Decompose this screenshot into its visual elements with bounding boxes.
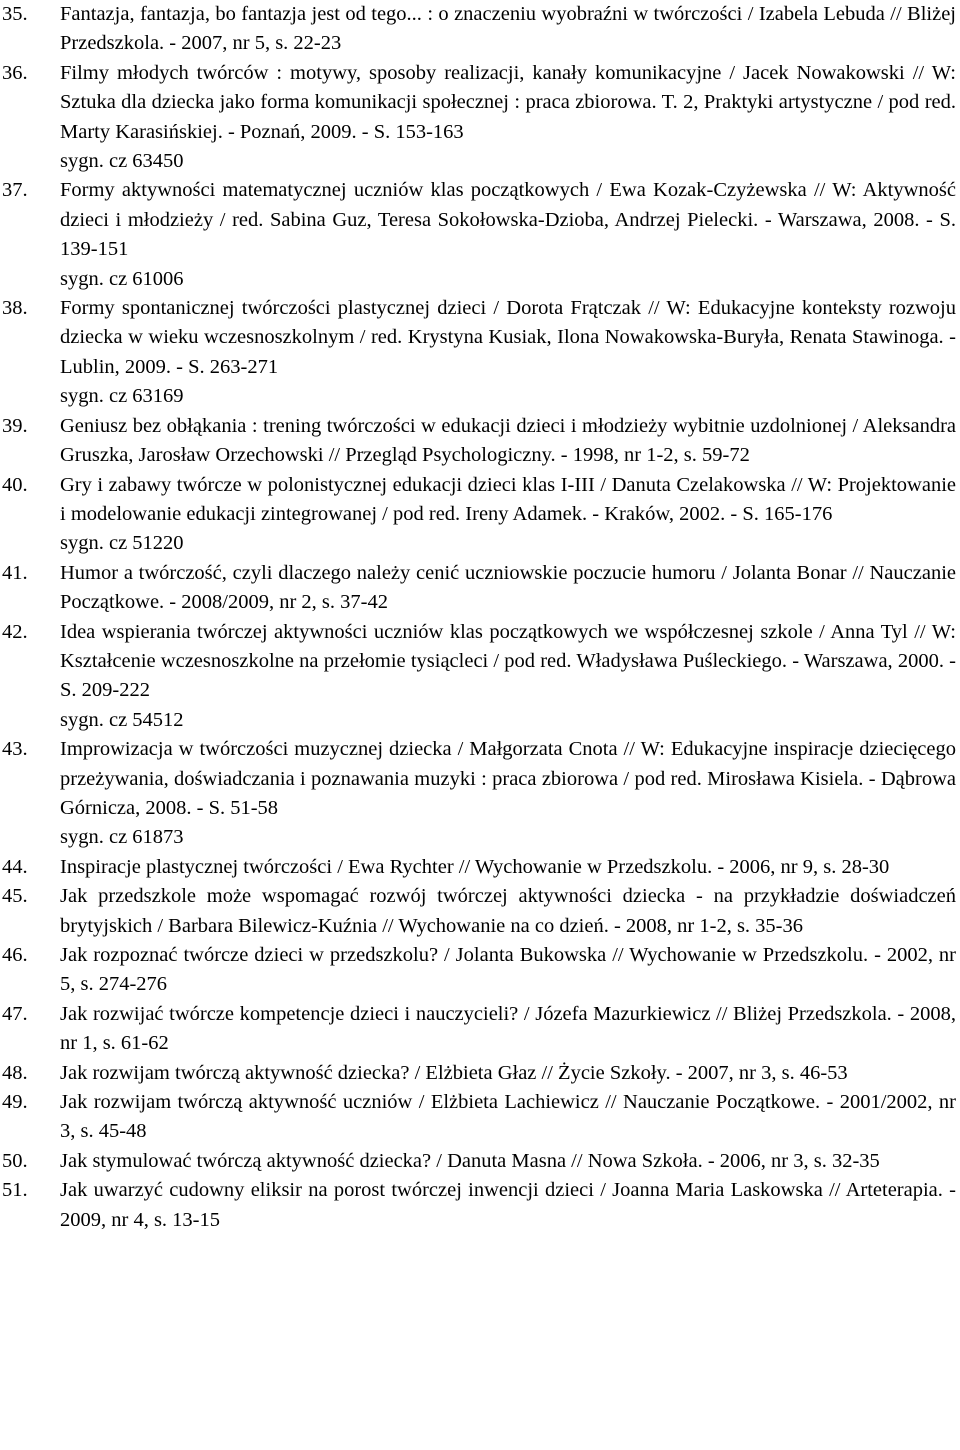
bibliography-entry xyxy=(0,735,960,853)
entry-text: Filmy młodych twórców : motywy, sposoby realizacji, kanały komunikacyjne / Jacek Nowakowski // W: Sztuka dla dziecka jako forma komunikacji społecznej : praca zbiorowa. T. 2, Praktyki artystyczne / pod red. Marty Karasińskiej. - Poznań, 2009. - S. 153-163 xyxy=(60,61,956,143)
bibliography-entry xyxy=(0,1147,960,1176)
bibliography-entry xyxy=(0,412,960,471)
bibliography-entry xyxy=(0,59,960,177)
entry-call-number: sygn. cz 51220 xyxy=(60,532,184,555)
entry-text: Formy spontanicznej twórczości plastycznej dzieci / Dorota Frątczak // W: Edukacyjne konteksty rozwoju dziecka w wieku wczesnoszkolnym / red. Krystyna Kusiak, Ilona Nowakowska-Buryła, Renata Stawinoga. - Lublin, 2009. - S. 263-271 xyxy=(60,297,956,378)
bibliography-entry xyxy=(0,618,960,736)
entry-number: 50. xyxy=(2,1149,28,1172)
entry-number: 36. xyxy=(2,61,28,84)
bibliography-entry xyxy=(0,0,960,59)
entry-number: 45. xyxy=(2,885,28,908)
entry-text: Inspiracje plastycznej twórczości / Ewa Rychter // Wychowanie w Przedszkolu. - 2006, nr 9, s. 28-30 xyxy=(60,855,890,878)
entry-number: 42. xyxy=(2,620,28,643)
entry-number: 35. xyxy=(2,3,28,25)
entry-number: 48. xyxy=(2,1061,28,1084)
entry-call-number: sygn. cz 54512 xyxy=(60,708,184,731)
entry-number: 47. xyxy=(2,1002,28,1025)
bibliography-entry xyxy=(0,853,960,882)
entry-text: Jak rozwijać twórcze kompetencje dzieci i nauczycieli? / Józefa Mazurkiewicz // Bliżej Przedszkola. - 2008, nr 1, s. 61-62 xyxy=(60,1002,956,1055)
entry-text: Jak rozwijam twórczą aktywność dziecka? / Elżbieta Głaz // Życie Szkoły. - 2007, nr 3, s. 46-53 xyxy=(60,1061,848,1084)
entry-text: Fantazja, fantazja, bo fantazja jest od tego... : o znaczeniu wyobraźni w twórczości / Izabela Lebuda // Bliżej Przedszkola. - 2007, nr 5, s. 22-23 xyxy=(60,3,956,55)
bibliography-entry xyxy=(0,1059,960,1088)
entry-text: Jak przedszkole może wspomagać rozwój twórczej aktywności dziecka - na przykładzie doświadczeń brytyjskich / Barbara Bilewicz-Kuźnia // Wychowanie na co dzień. - 2008, nr 1-2, s. 35-36 xyxy=(60,885,956,937)
entry-number: 37. xyxy=(2,179,28,202)
entry-text: Idea wspierania twórczej aktywności uczniów klas początkowych we współczesnej szkole / Anna Tyl // W: Kształcenie wczesnoszkolne na przełomie tysiącleci / pod red. Władysława Puśleckiego. - Warszawa, 2000. - S. 209-222 xyxy=(60,620,956,702)
bibliography-entry xyxy=(0,176,960,294)
entry-number: 43. xyxy=(2,738,28,761)
entry-call-number: sygn. cz 63169 xyxy=(60,385,184,408)
entry-number: 51. xyxy=(2,1179,28,1202)
bibliography-entry xyxy=(0,559,960,618)
entry-number: 39. xyxy=(2,414,28,437)
entry-call-number: sygn. cz 61006 xyxy=(60,267,184,290)
entry-text: Jak stymulować twórczą aktywność dziecka? / Danuta Masna // Nowa Szkoła. - 2006, nr 3, s. 32-35 xyxy=(60,1149,880,1172)
bibliography-entry xyxy=(0,1088,960,1147)
entry-number: 46. xyxy=(2,944,28,966)
bibliography-entry xyxy=(0,294,960,412)
entry-call-number: sygn. cz 63450 xyxy=(60,150,184,173)
entry-number: 40. xyxy=(2,473,28,496)
bibliography-entry xyxy=(0,882,960,941)
entry-text: Geniusz bez obłąkania : trening twórczości w edukacji dzieci i młodzieży wybitnie uzdolnionej / Aleksandra Gruszka, Jarosław Orzechowski // Przegląd Psychologiczny. - 1998, nr 1-2, s. 59-72 xyxy=(60,414,956,467)
entry-text: Jak uwarzyć cudowny eliksir na porost twórczej inwencji dzieci / Joanna Maria Laskowska // Arteterapia. - 2009, nr 4, s. 13-15 xyxy=(60,1179,956,1231)
entry-text: Improwizacja w twórczości muzycznej dziecka / Małgorzata Cnota // W: Edukacyjne inspiracje dziecięcego przeżywania, doświadczania i poznawania muzyki : praca zbiorowa / pod red. Mirosława Kisiela. - Dąbrowa Górnicza, 2008. - S. 51-58 xyxy=(60,738,956,819)
entry-text: Jak rozwijam twórczą aktywność uczniów / Elżbieta Lachiewicz // Nauczanie Początkowe. - 2001/2002, nr 3, s. 45-48 xyxy=(60,1091,956,1143)
entry-call-number: sygn. cz 61873 xyxy=(60,826,184,849)
entry-text: Humor a twórczość, czyli dlaczego należy cenić uczniowskie poczucie humoru / Jolanta Bonar // Nauczanie Początkowe. - 2008/2009, nr 2, s. 37-42 xyxy=(60,561,956,614)
entry-number: 44. xyxy=(2,855,28,878)
bibliography-entry xyxy=(0,1176,960,1235)
bibliography-entry xyxy=(0,1000,960,1059)
entry-number: 38. xyxy=(2,297,28,320)
entry-text: Gry i zabawy twórcze w polonistycznej edukacji dzieci klas I-III / Danuta Czelakowska // W: Projektowanie i modelowanie edukacji zintegrowanej / pod red. Ireny Adamek. - Kraków, 2002. - S. 165-176 xyxy=(60,473,956,525)
bibliography-entry xyxy=(0,941,960,1000)
entry-number: 49. xyxy=(2,1091,28,1114)
entry-number: 41. xyxy=(2,561,28,584)
bibliography-entry xyxy=(0,471,960,559)
entry-text: Formy aktywności matematycznej uczniów klas początkowych / Ewa Kozak-Czyżewska // W: Aktywność dzieci i młodzieży / red. Sabina Guz, Teresa Sokołowska-Dzioba, Andrzej Pielecki. - Warszawa, 2008. - S. 139-151 xyxy=(60,179,956,261)
entry-text: Jak rozpoznać twórcze dzieci w przedszkolu? / Jolanta Bukowska // Wychowanie w Przedszkolu. - 2002, nr 5, s. 274-276 xyxy=(60,944,956,996)
